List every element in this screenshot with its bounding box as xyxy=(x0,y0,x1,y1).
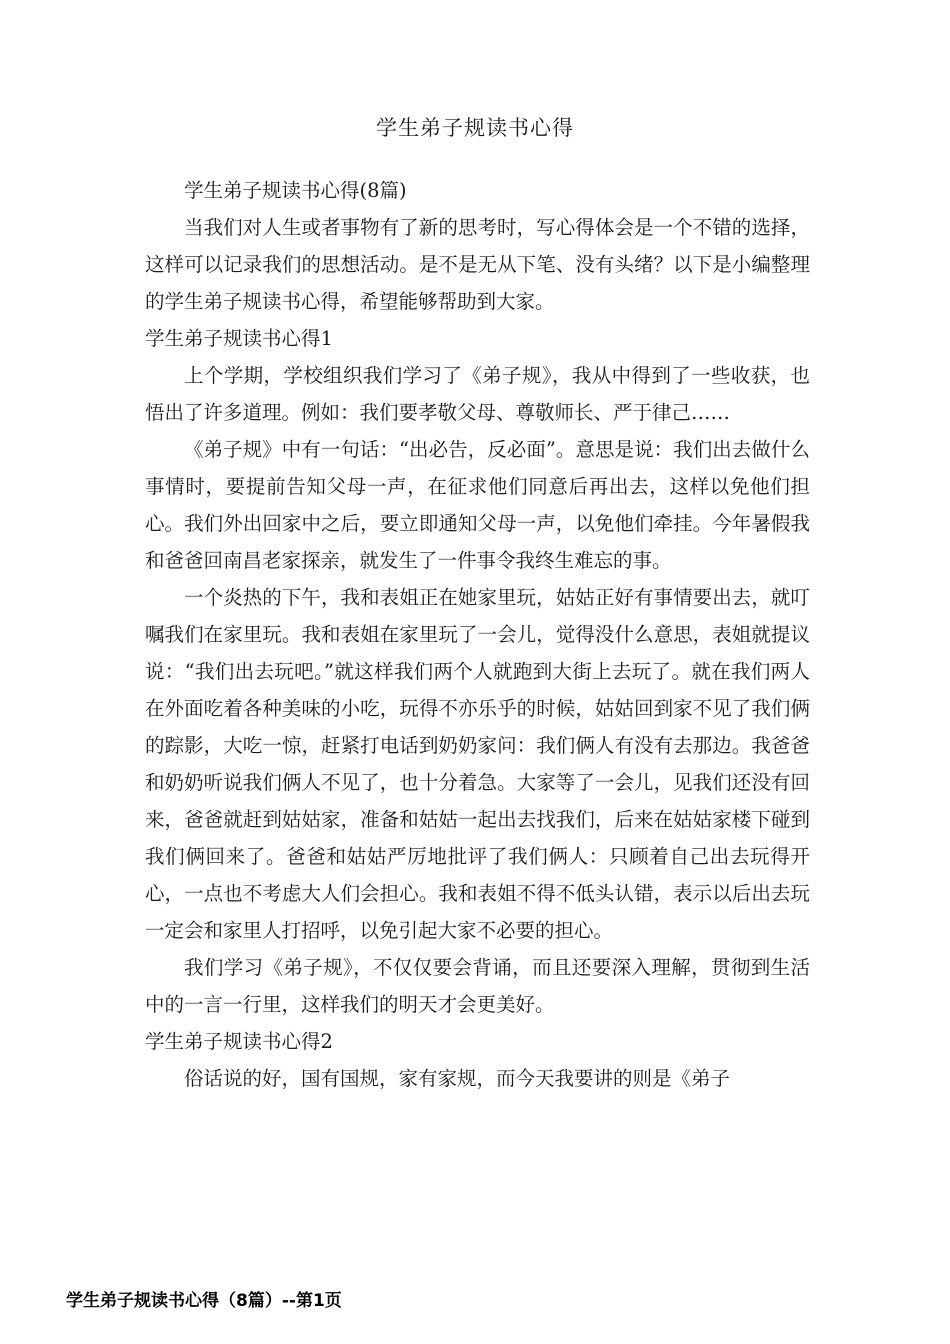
section1-paragraph: 上个学期，学校组织我们学习了《弟子规》，我从中得到了一些收获，也悟出了许多道理。例如：我们要孝敬父母、尊敬师长、严于律己…… xyxy=(145,364,810,424)
document-body xyxy=(145,172,810,1097)
document-subtitle: 学生弟子规读书心得(8篇) xyxy=(184,179,407,202)
section-heading-1: 学生弟子规读书心得1 xyxy=(145,327,333,350)
section1-paragraph: 《弟子规》中有一句话：“出必告，反必面”。意思是说：我们出去做什么事情时，要提前告知父母一声，在征求他们同意后再出去，这样以免他们担心。我们外出回家中之后，要立即通知父母一声，以免他们牵挂。今年暑假我和爸爸回南昌老家探亲，就发生了一件事令我终生难忘的事。 xyxy=(145,438,810,572)
section-heading-2: 学生弟子规读书心得2 xyxy=(145,1030,333,1053)
document-title: 学生弟子规读书心得 xyxy=(376,116,574,140)
section1-paragraph: 我们学习《弟子规》，不仅仅要会背诵，而且还要深入理解，贯彻到生活中的一言一行里，这样我们的明天才会更美好。 xyxy=(145,956,810,1016)
intro-paragraph: 当我们对人生或者事物有了新的思考时，写心得体会是一个不错的选择，这样可以记录我们的思想活动。是不是无从下笔、没有头绪？以下是小编整理的学生弟子规读书心得，希望能够帮助到大家。 xyxy=(145,216,810,313)
section2-paragraph: 俗话说的好，国有国规，家有家规，而今天我要讲的则是《弟子 xyxy=(184,1067,731,1090)
page-footer: 学生弟子规读书心得（8篇）--第1页 xyxy=(66,1291,342,1311)
section1-paragraph: 一个炎热的下午，我和表姐正在她家里玩，姑姑正好有事情要出去，就叮嘱我们在家里玩。我和表姐在家里玩了一会儿，觉得没什么意思，表姐就提议说：“我们出去玩吧。”就这样我们两个人就跑到大街上去玩了。就在我们两人在外面吃着各种美味的小吃，玩得不亦乐乎的时候，姑姑回到家不见了我们俩的踪影，大吃一惊，赶紧打电话到奶奶家问：我们俩人有没有去那边。我爸爸和奶奶听说我们俩人不见了，也十分着急。大家等了一会儿，见我们还没有回来，爸爸就赶到姑姑家，准备和姑姑一起出去找我们，后来在姑姑家楼下碰到我们俩回来了。爸爸和姑姑严厉地批评了我们俩人：只顾着自己出去玩得开心，一点也不考虑大人们会担心。我和表姐不得不低头认错，表示以后出去玩一定会和家里人打招呼，以免引起大家不必要的担心。 xyxy=(145,586,810,942)
